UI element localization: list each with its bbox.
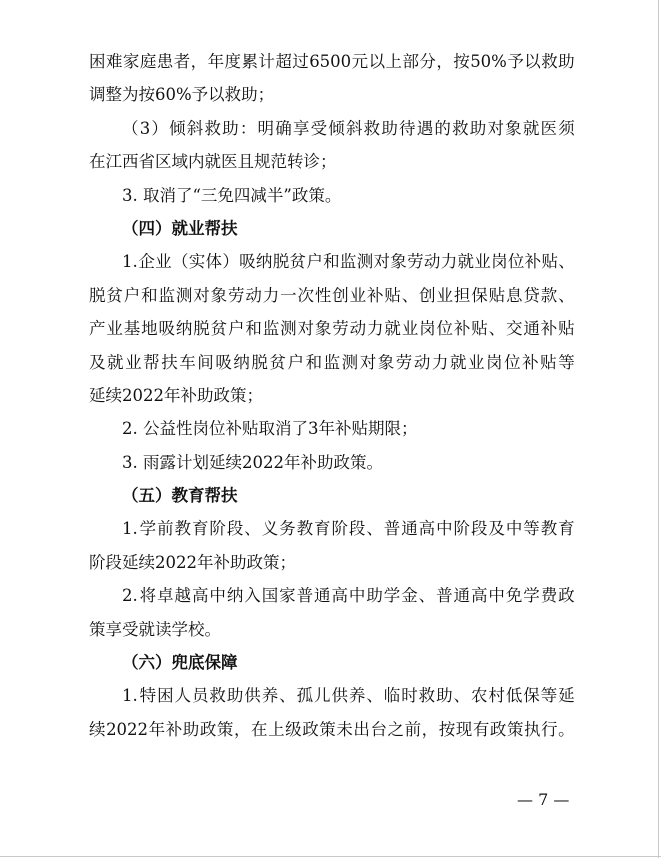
text-line: 产 业 基 地 吸 纳 脱 贫 户 和 监 测 对 象 劳 动 力 就 业 岗 位 补 贴 、 交 通 补 贴	[89, 319, 575, 339]
text-line: 续 2022 年 补 助 政 策 ， 在 上 级 政 策 未 出 台 之 前 ， 按 现 有 政 策 执 行 。	[89, 719, 575, 739]
text-line: 策享受就读学校。	[89, 619, 221, 639]
text-line: 1. 企 业 （ 实 体 ） 吸 纳 脱 贫 户 和 监 测 对 象 劳 动 力 就 业 岗 位 补 贴 、	[122, 252, 575, 272]
text-line: 2. 公益性岗位补贴取消了3年补贴期限；	[122, 419, 418, 439]
text-line: 3. 取消了“三免四减半”政策。	[122, 185, 342, 205]
section-heading: （六）兜底保障	[122, 653, 238, 673]
page-border-bottom	[0, 856, 661, 857]
section-heading: （四）就业帮扶	[122, 218, 238, 238]
text-line: 阶段延续2022年补助政策；	[89, 552, 296, 572]
text-line: 2. 将 卓 越 高 中 纳 入 国 家 普 通 高 中 助 学 金 、 普 通 高 中 免 学 费 政	[122, 586, 575, 606]
text-line: 延续2022年补助政策；	[89, 385, 263, 405]
text-line: 脱 贫 户 和 监 测 对 象 劳 动 力 一 次 性 创 业 补 贴 、 创 业 担 保 贴 息 贷 款 、	[89, 285, 575, 305]
text-line: （ 3 ） 倾 斜 救 助 ： 明 确 享 受 倾 斜 救 助 待 遇 的 救 助 对 象 就 医 须	[122, 118, 575, 138]
page-number: — 7 —	[517, 790, 570, 809]
document-body	[89, 0, 575, 746]
text-line: 困 难 家 庭 患 者 ， 年 度 累 计 超 过 6500 元 以 上 部 分 ， 按 50% 予 以 救 助	[89, 52, 575, 71]
text-line: 在江西省区域内就医且规范转诊；	[89, 152, 337, 172]
text-line: 及 就 业 帮 扶 车 间 吸 纳 脱 贫 户 和 监 测 对 象 劳 动 力 就 业 岗 位 补 贴 等	[89, 352, 575, 372]
section-heading: （五）教育帮扶	[122, 486, 238, 506]
page-border-right	[658, 0, 659, 858]
text-line: 3. 雨露计划延续2022年补助政策。	[122, 452, 383, 472]
text-line: 1. 特 困 人 员 救 助 供 养 、 孤 儿 供 养 、 临 时 救 助 、 农 村 低 保 等 延	[122, 686, 575, 706]
text-line: 调整为按60%予以救助；	[89, 85, 275, 105]
text-line: 1. 学 前 教 育 阶 段 、 义 务 教 育 阶 段 、 普 通 高 中 阶 段 及 中 等 教 育	[122, 519, 575, 539]
